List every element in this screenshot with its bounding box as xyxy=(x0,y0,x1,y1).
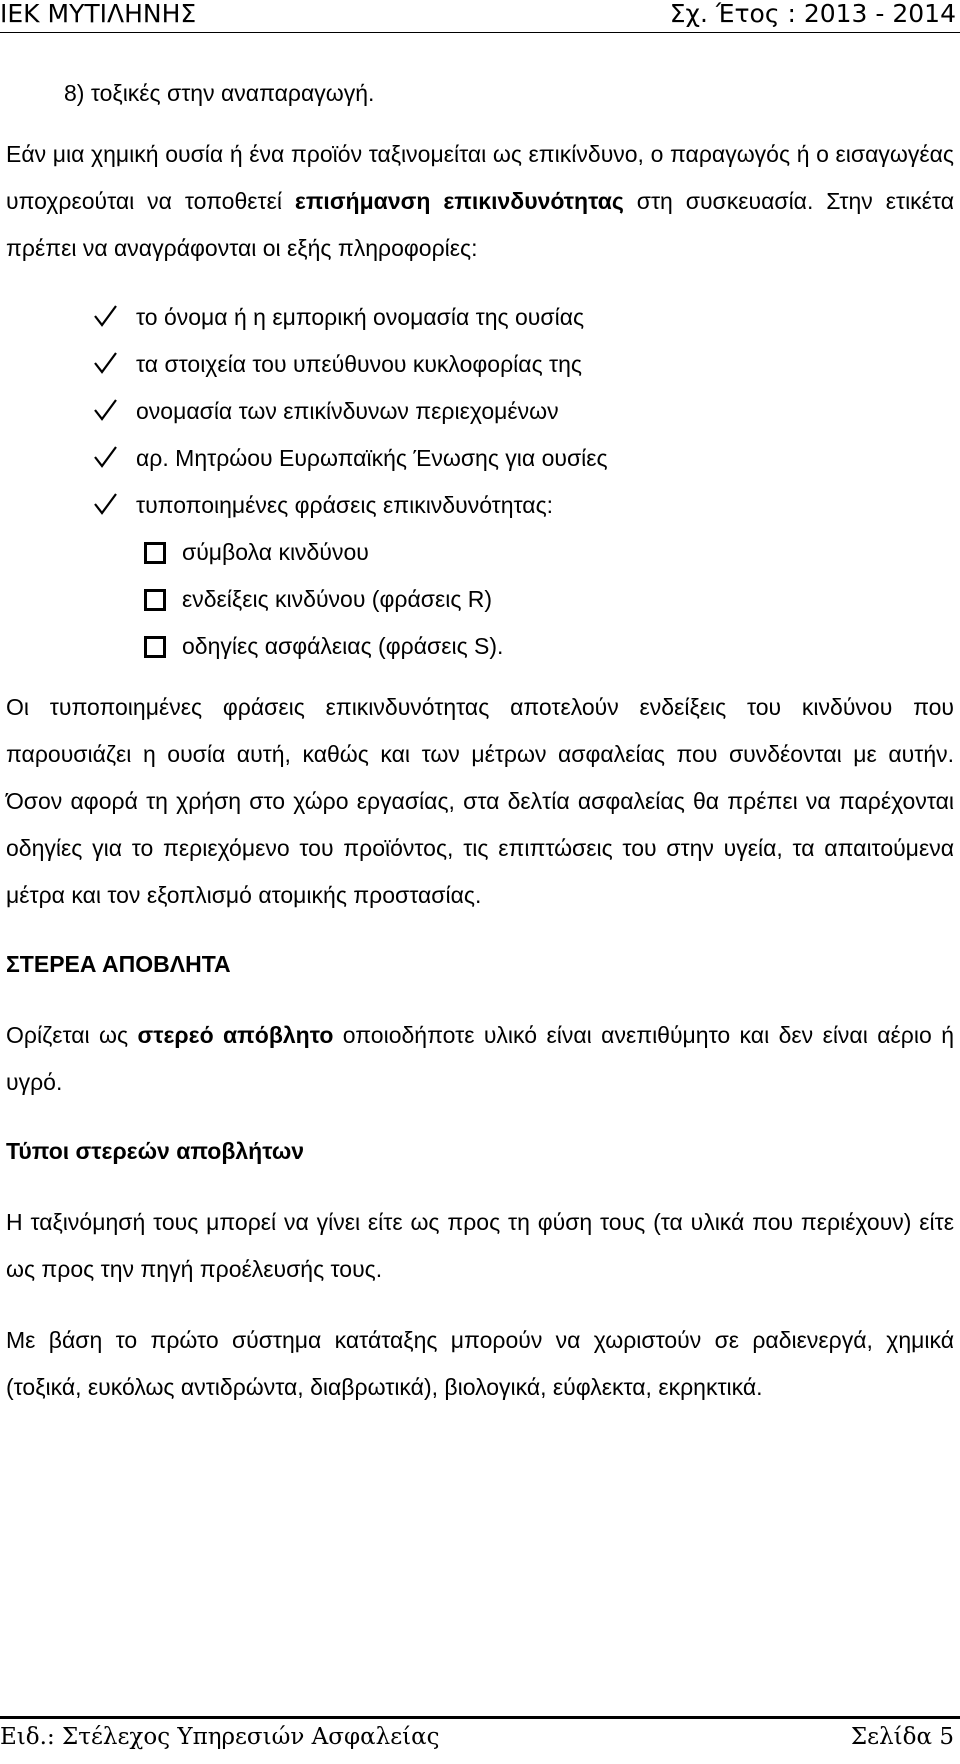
checklist-item xyxy=(6,435,954,482)
sublist-item xyxy=(6,529,954,576)
checklist-item xyxy=(6,482,954,529)
page-header xyxy=(0,0,960,34)
checkmark-icon xyxy=(92,294,122,341)
checklist-item-text: ονομασία των επικίνδυνων περιεχομένων xyxy=(136,398,559,424)
checklist-item-text: το όνομα ή η εμπορική ονομασία της ουσίας xyxy=(136,304,585,330)
checkmark-icon xyxy=(92,341,122,388)
hollow-square-bullet-icon xyxy=(144,636,166,658)
page-footer xyxy=(0,1716,960,1764)
sublist-item xyxy=(6,623,954,670)
sublist-item-text: οδηγίες ασφάλειας (φράσεις S). xyxy=(182,633,504,659)
paragraph-hazard-phrases: Οι τυποποιημένες φράσεις επικινδυνότητας αποτελούν ενδείξεις του κινδύνου που παρουσιάζει η ουσία αυτή, καθώς και των μέτρων ασφαλείας που συνδέονται με αυτήν. Όσον αφορά τη χρήση στο χώρο εργασίας, στα δελτία ασφαλείας θα πρέπει να παρέχονται οδηγίες για το περιεχόμενο του προϊόντος, τις επιπτώσεις του στην υγεία, τα απαιτούμενα μέτρα και τον εξοπλισμό ατομικής προστασίας. xyxy=(6,694,954,908)
checkmark-icon xyxy=(92,482,122,529)
checklist-item xyxy=(6,388,954,435)
paragraph-text: Εάν μια χημική ουσία ή ένα προϊόν ταξινομείται ως επικίνδυνο, ο παραγωγός ή ο εισαγωγέας υποχρεούται να τοποθετεί xyxy=(6,141,954,214)
paragraph-labeling xyxy=(6,131,954,272)
subheading-waste-types: Τύποι στερεών αποβλήτων xyxy=(6,1138,305,1164)
paragraph-text: Ορίζεται ως xyxy=(6,1022,138,1048)
checkmark-icon xyxy=(92,388,122,435)
header-rule xyxy=(0,32,960,33)
paragraph-categories: Με βάση το πρώτο σύστημα κατάταξης μπορούν να χωριστούν σε ραδιενεργά, χημικά (τοξικά, ευκόλως αντιδρώντα, διαβρωτικά), βιολογικά, εύφλεκτα, εκρηκτικά. xyxy=(6,1327,954,1400)
label-info-checklist xyxy=(6,294,954,670)
header-school-year: Σχ. Έτος : 2013 - 2014 xyxy=(669,0,956,28)
header-school-name: ΙΕΚ ΜΥΤΙΛΗΝΗΣ xyxy=(0,0,197,28)
paragraph-text: στη συσκευασία. Στην ετικέτα πρέπει να αναγράφονται οι εξής πληροφορίες: xyxy=(6,188,954,261)
checklist-item xyxy=(6,341,954,388)
list-item-8: 8) τοξικές στην αναπαραγωγή. xyxy=(64,80,375,106)
document-body xyxy=(6,70,954,1411)
checklist-item-text: τα στοιχεία του υπεύθυνου κυκλοφορίας της xyxy=(136,351,583,377)
hollow-square-bullet-icon xyxy=(144,589,166,611)
section-heading-solid-waste: ΣΤΕΡΕΑ ΑΠΟΒΛΗΤΑ xyxy=(6,951,231,977)
paragraph-definition xyxy=(6,1012,954,1106)
hollow-square-bullet-icon xyxy=(144,542,166,564)
sublist-item xyxy=(6,576,954,623)
checkmark-icon xyxy=(92,435,122,482)
bold-term: στερεό απόβλητο xyxy=(137,1022,334,1048)
footer-specialty: Ειδ.: Στέλεχος Υπηρεσιών Ασφαλείας xyxy=(0,1724,440,1750)
sublist-item-text: σύμβολα κινδύνου xyxy=(182,539,369,565)
footer-page-number: Σελίδα 5 xyxy=(850,1724,954,1750)
bold-term: επισήμανση επικινδυνότητας xyxy=(294,188,624,214)
footer-rule xyxy=(0,1716,960,1719)
checklist-item-text: αρ. Μητρώου Ευρωπαϊκής Ένωσης για ουσίες xyxy=(136,445,608,471)
checklist-item-text: τυποποιημένες φράσεις επικινδυνότητας: xyxy=(136,492,554,518)
paragraph-text: οποιοδήποτε υλικό είναι ανεπιθύμητο και δεν είναι αέριο ή υγρό. xyxy=(6,1022,954,1095)
paragraph-classification: Η ταξινόμησή τους μπορεί να γίνει είτε ως προς τη φύση τους (τα υλικά που περιέχουν) είτε ως προς την πηγή προέλευσής τους. xyxy=(6,1209,954,1282)
checklist-item xyxy=(6,294,954,341)
sublist-item-text: ενδείξεις κινδύνου (φράσεις R) xyxy=(182,586,493,612)
